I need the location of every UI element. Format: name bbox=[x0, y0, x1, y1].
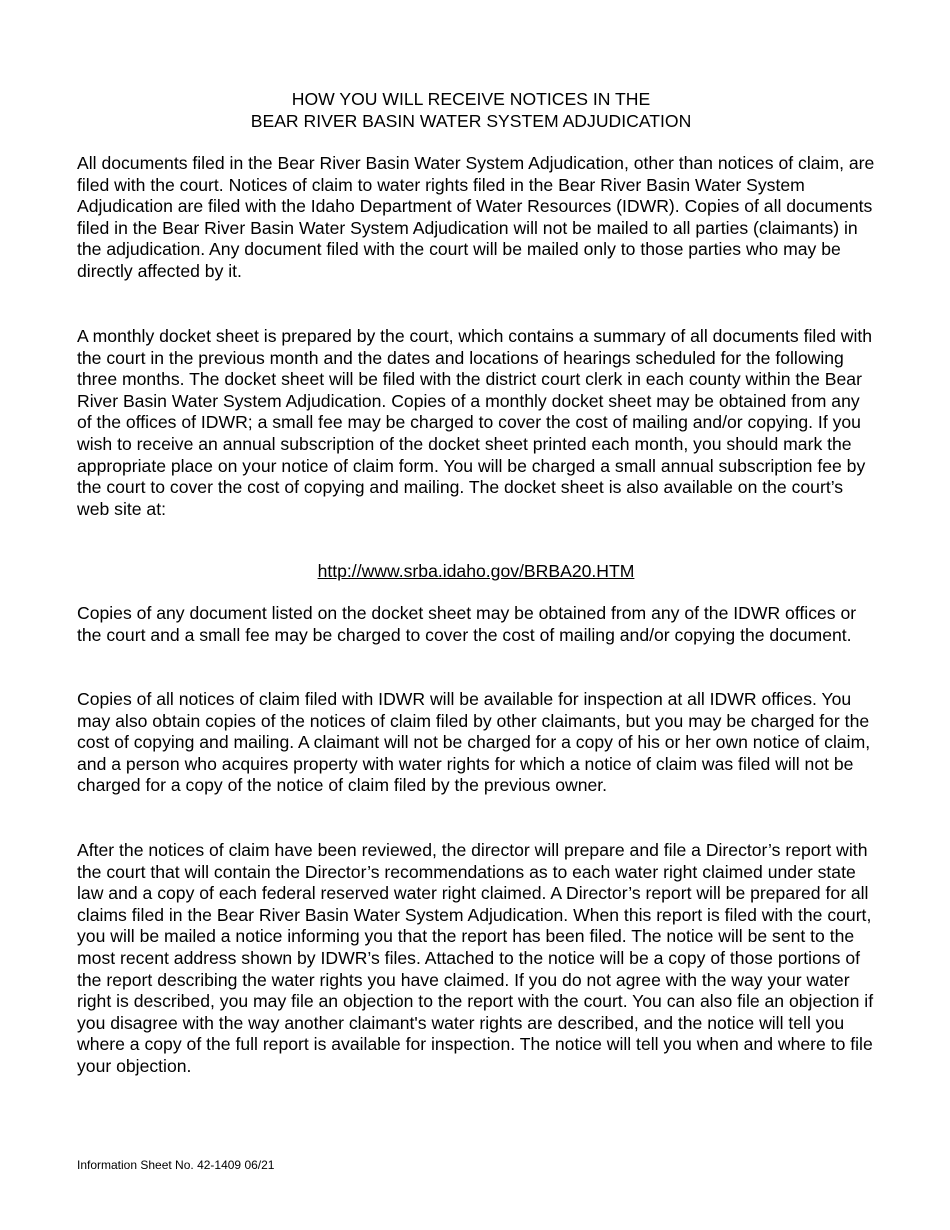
title-line-1: HOW YOU WILL RECEIVE NOTICES IN THE bbox=[291, 89, 651, 109]
page-title bbox=[0, 88, 942, 132]
footer-info-sheet-number: Information Sheet No. 42-1409 06/21 bbox=[77, 1158, 275, 1172]
paragraph-filing: All documents filed in the Bear River Basin Water System Adjudication, other than notices of claim, are filed with the court. Notices of claim to water rights filed in the Bear River Basin Water System Adjudication are filed with the Idaho Department of Water Resources (IDWR). Copies of all documents filed in the Bear River Basin Water System Adjudication will not be mailed to all parties (claimants) in the adjudication. Any document filed with the court will be mailed only to those parties who may be directly affected by it. bbox=[77, 153, 875, 281]
paragraph-directors-report: After the notices of claim have been reviewed, the director will prepare and file a Director’s report with the court that will contain the Director’s recommendations as to each water right claimed under state law and a copy of each federal reserved water right claimed. A Director’s report will be prepared for all claims filed in the Bear River Basin Water System Adjudication. When this report is filed with the court, you will be mailed a notice informing you that the report has been filed. The notice will be sent to the most recent address shown by IDWR’s files. Attached to the notice will be a copy of those portions of the report describing the water rights you have claimed. If you do not agree with the way your water right is described, you may file an objection to the report with the court. You can also file an objection if you disagree with the way another claimant's water rights are described, and the notice will tell you where a copy of the full report is available for inspection. The notice will tell you when and where to file your objection. bbox=[77, 840, 874, 1076]
docket-url-link[interactable]: http://www.srba.idaho.gov/BRBA20.HTM bbox=[317, 561, 635, 581]
docket-url-line bbox=[0, 560, 950, 582]
paragraph-document-copies: Copies of any document listed on the docket sheet may be obtained from any of the IDWR offices or the court and a small fee may be charged to cover the cost of mailing and/or copying the document. bbox=[77, 603, 857, 645]
paragraph-claim-copies: Copies of all notices of claim filed with IDWR will be available for inspection at all IDWR offices. You may also obtain copies of the notices of claim filed by other claimants, but you may be charged for the cost of copying and mailing. A claimant will not be charged for a copy of his or her own notice of claim, and a person who acquires property with water rights for which a notice of claim was filed will not be charged for a copy of the notice of claim filed by the previous owner. bbox=[77, 689, 871, 796]
title-line-2: BEAR RIVER BASIN WATER SYSTEM ADJUDICATION bbox=[250, 111, 692, 131]
paragraph-docket-sheet: A monthly docket sheet is prepared by the court, which contains a summary of all documents filed with the court in the previous month and the dates and locations of hearings scheduled for the following three months. The docket sheet will be filed with the district court clerk in each county within the Bear River Basin Water System Adjudication. Copies of a monthly docket sheet may be obtained from any of the offices of IDWR; a small fee may be charged to cover the cost of mailing and/or copying. If you wish to receive an annual subscription of the docket sheet printed each month, you should mark the appropriate place on your notice of claim form. You will be charged a small annual subscription fee by the court to cover the cost of copying and mailing. The docket sheet is also available on the court’s web site at: bbox=[77, 326, 873, 519]
